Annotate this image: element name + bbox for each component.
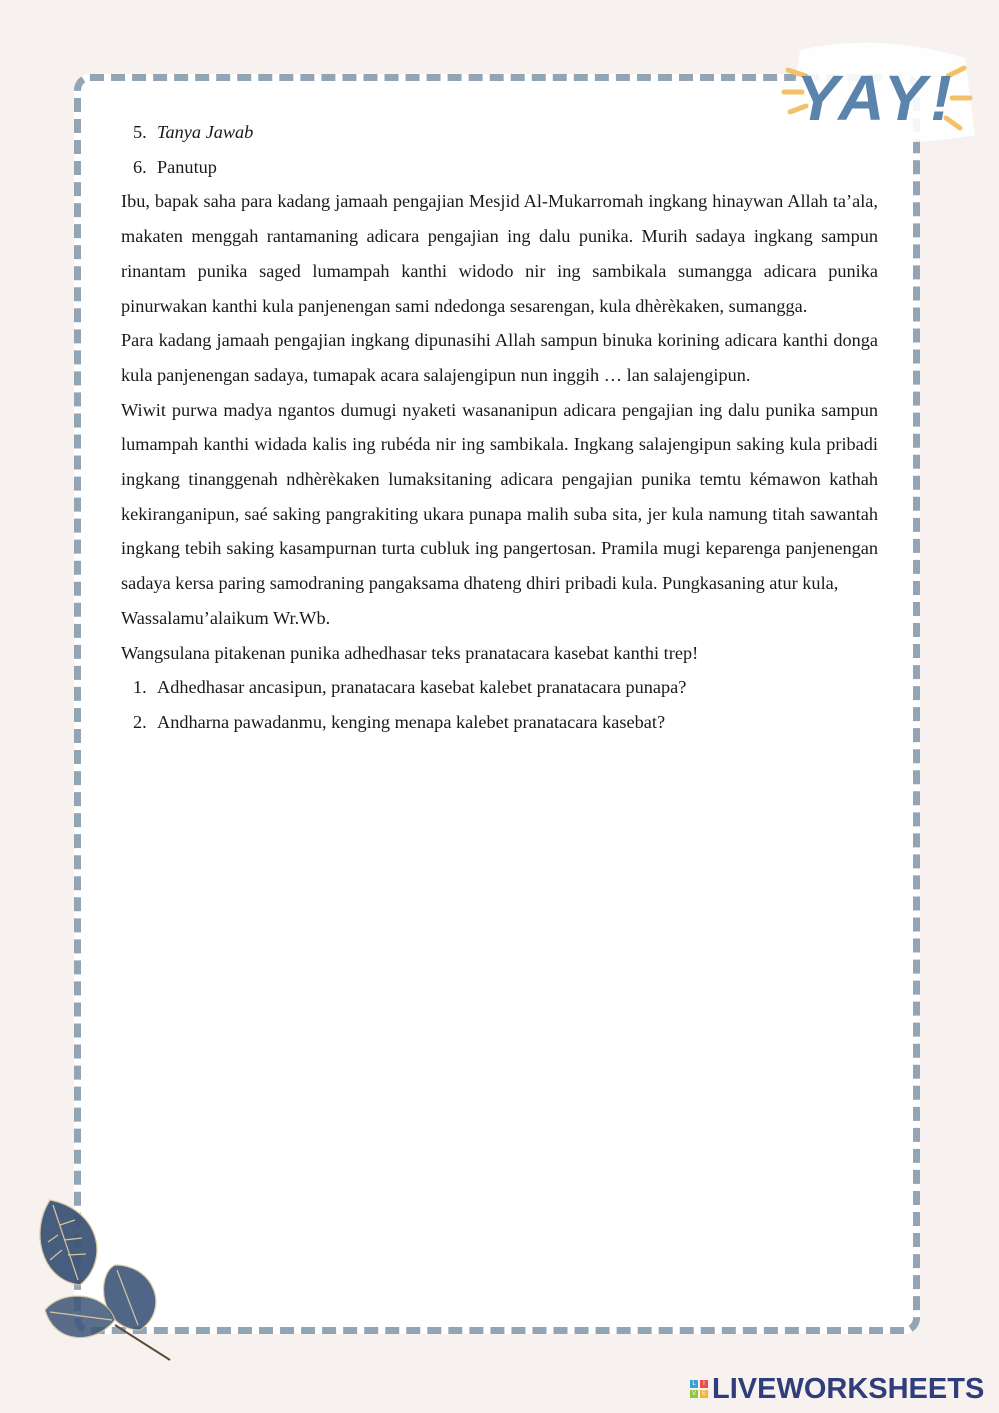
question-number: 1. (133, 677, 147, 698)
list-number: 6. (133, 156, 147, 177)
list-item-6 (121, 150, 878, 185)
paragraph-closing: Wiwit purwa madya ngantos dumugi nyaketi wasananipun adicara pengajian ing dalu punika sampun lumampah kanthi widada kalis ing rubéda nir ing sambikala. Ingkang salajengipun saking kula pribadi ingkang tinanggenah ndhèrèkaken lumaksitaning adicara pengajian punika temtu kémawon kathah kekiranganipun, saé saking pangrakiting ukara punapa malih suba sita, jer kula namung titah sawantah ingkang tebih saking kasampurnan turta cubluk ing pangertosan. Pramila mugi keparenga panjenengan sadaya kersa paring samodraning pangaksama dhateng dhiri pribadi kula. Pungkasaning atur kula, (121, 399, 878, 594)
paragraph-salam: Wassalamu’alaikum Wr.Wb. (121, 607, 331, 628)
paragraph-opening: Ibu, bapak saha para kadang jamaah pengajian Mesjid Al-Mukarromah ingkang hinaywan Allah ta’ala, makaten menggah rantamaning adicara pengajian ing dalu punika. Murih sadaya ingkang sampun rinantam punika saged lumampah kanthi widodo nir ing sambikala sumangga adicara punika pinurwakan kanthi kula panjenengan sami ndedonga sesarengan, kula dhèrèkaken, sumangga. (121, 191, 878, 316)
svg-text:YAY!: YAY! (796, 62, 956, 134)
question-text: Andharna pawadanmu, kenging menapa kalebet pranatacara kasebat? (157, 711, 666, 732)
question-item-1 (121, 670, 878, 705)
logo-mark-icon: L I V E (691, 1381, 706, 1397)
list-text: Tanya Jawab (157, 122, 254, 142)
question-item-2 (121, 705, 878, 740)
list-text: Panutup (157, 156, 217, 177)
logo-text: LIVEWORKSHEETS (712, 1372, 985, 1405)
list-item-5 (121, 115, 878, 150)
question-instruction: Wangsulana pitakenan punika adhedhasar teks pranatacara kasebat kanthi trep! (121, 642, 699, 663)
list-number: 5. (133, 122, 147, 142)
liveworksheets-logo[interactable] (690, 1372, 984, 1406)
leaves-illustration (20, 1180, 220, 1380)
document-body (121, 115, 878, 740)
question-number: 2. (133, 711, 147, 732)
paragraph-continuation: Para kadang jamaah pengajian ingkang dipunasihi Allah sampun binuka korining adicara kanthi donga kula panjenengan sadaya, tumapak acara salajengipun nun inggih … lan salajengipun. (121, 330, 878, 385)
question-text: Adhedhasar ancasipun, pranatacara kasebat kalebet pranatacara punapa? (157, 677, 687, 698)
